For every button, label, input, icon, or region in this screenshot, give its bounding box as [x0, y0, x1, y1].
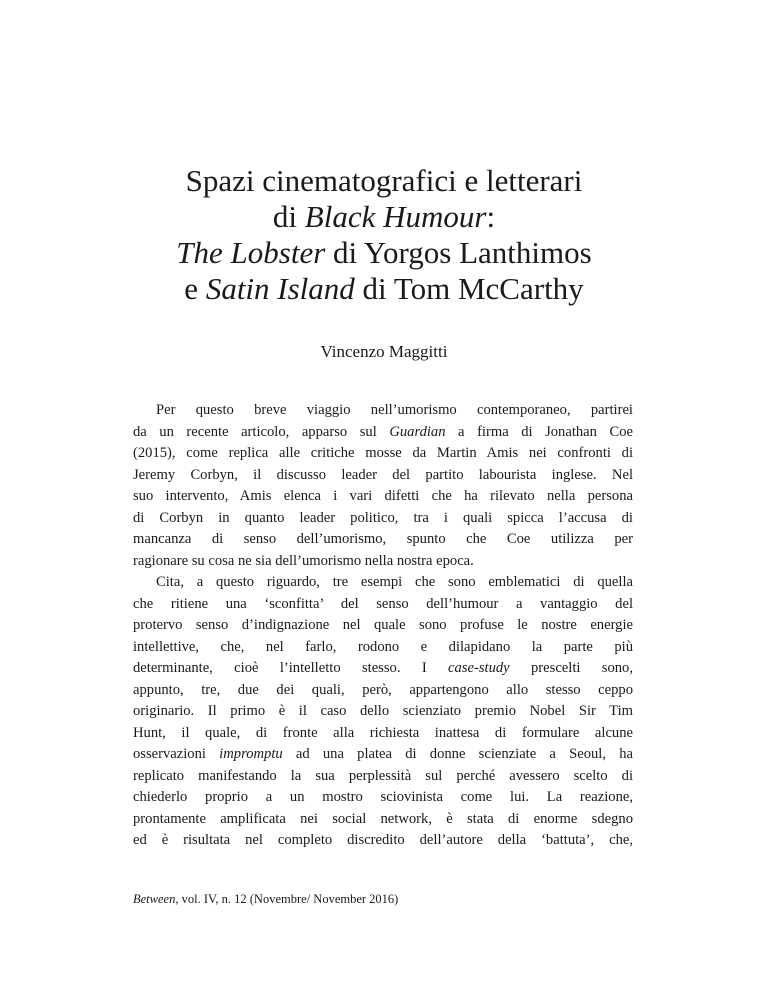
text-line: appunto, tre, due dei quali, però, appartengono allo stesso ceppo: [133, 681, 633, 698]
text-line: originario. Il primo è il caso dello scienziato premio Nobel Sir Tim: [133, 703, 633, 719]
text-line: intellettive, che, nel farlo, rodono e dilapidano la parte più: [133, 638, 633, 655]
text-line: di Corbyn in quanto leader politico, tra i quali spicca l’accusa di: [133, 509, 633, 526]
text-line: (2015), come replica alle critiche mosse da Martin Amis nei confronti di: [133, 445, 633, 461]
text-line: protervo senso d’indignazione nel quale sono profuse le nostre energie: [133, 617, 633, 633]
text-line: Hunt, il quale, di fronte alla richiesta inattesa di formulare alcune: [133, 724, 633, 741]
article-body: [133, 400, 633, 852]
title-line-3: The Lobster di Yorgos Lanthimos: [176, 235, 592, 270]
text-line: ragionare su cosa ne sia dell’umorismo nella nostra epoca.: [133, 552, 474, 569]
article-title: [0, 163, 768, 307]
journal-footer: [133, 891, 398, 907]
text-line: Cita, a questo riguardo, tre esempi che sono emblematici di quella: [156, 574, 633, 590]
text-line: Jeremy Corbyn, il discusso leader del partito labourista inglese. Nel: [133, 466, 633, 483]
text-line: da un recente articolo, apparso sul Guardian a firma di Jonathan Coe: [133, 423, 634, 440]
text-line: chiederlo proprio a un mostro sciovinista come lui. La reazione,: [133, 789, 633, 805]
title-line-2: di Black Humour:: [272, 199, 496, 234]
text-line: replicato manifestando la sua perplessità sul perché avessero scelto di: [133, 767, 633, 784]
text-line: che ritiene una ‘sconfitta’ del senso dell’humour a vantaggio del: [133, 595, 633, 612]
author-name: Vincenzo Maggitti: [320, 342, 448, 361]
text-line: mancanza di senso dell’umorismo, spunto che Coe utilizza per: [133, 531, 633, 547]
text-line: determinante, cioè l’intelletto stesso. I case-study prescelti sono,: [133, 660, 634, 676]
text-line: osservazioni impromptu ad una platea di donne scienziate a Seoul, ha: [133, 746, 633, 762]
journal-details: vol. IV, n. 12 (Novembre/ November 2016): [178, 892, 399, 906]
journal-name: Between,: [133, 892, 179, 906]
text-line: Per questo breve viaggio nell’umorismo contemporaneo, partirei: [156, 402, 633, 418]
text-line: suo intervento, Amis elenca i vari difetti che ha rilevato nella persona: [133, 488, 633, 504]
title-line-1: Spazi cinematografici e letterari: [185, 163, 583, 198]
paragraph-2: [133, 572, 633, 852]
text-line: ed è risultata nel completo discredito dell’autore della ‘battuta’, che,: [133, 832, 633, 848]
text-line: prontamente amplificata nei social network, è stata di enorme sdegno: [133, 810, 633, 827]
paragraph-1: [133, 400, 633, 572]
title-line-4: e Satin Island di Tom McCarthy: [184, 271, 584, 306]
